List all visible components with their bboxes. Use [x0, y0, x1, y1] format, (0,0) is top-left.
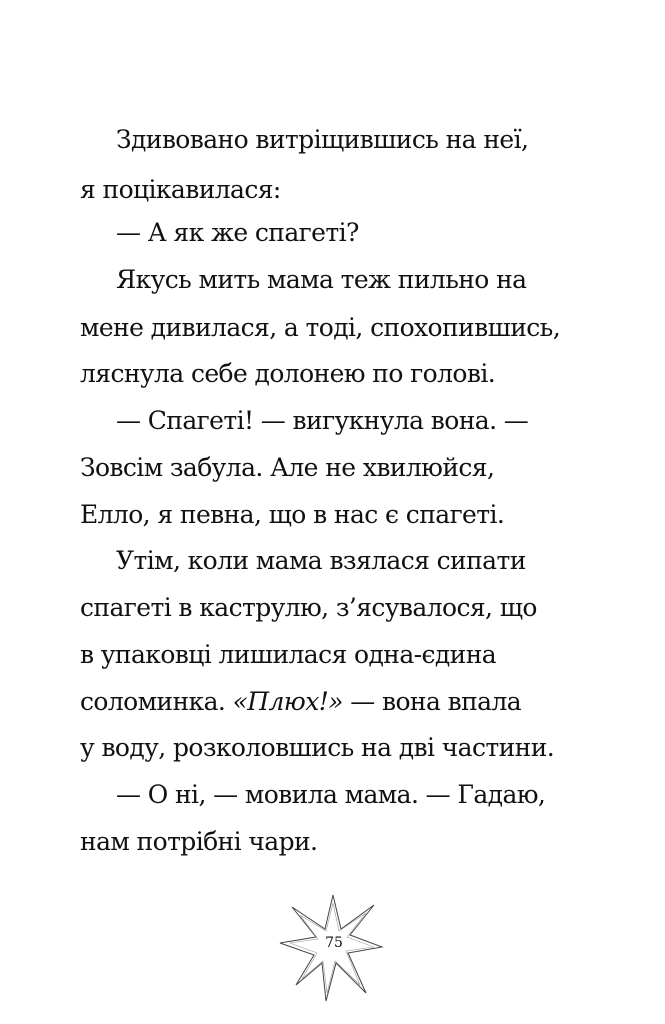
text-line — [80, 687, 521, 717]
text-line: Здивовано витріщившись на неї, — [116, 125, 529, 154]
text-line: Утім, коли мама взялася сипати — [116, 546, 526, 575]
text-line: спагеті в каструлю, з’ясувалося, що — [80, 593, 537, 622]
text-line: — О ні, — мовила мама. — Гадаю, — [116, 780, 546, 809]
text-line: я поцікавилася: — [80, 175, 281, 204]
text-line: Якусь мить мама теж пильно на — [116, 265, 527, 294]
text-line: в упаковці лишилася одна-єдина — [80, 640, 497, 669]
text-line: у воду, розколовшись на дві частини. — [80, 733, 555, 762]
text-line: — А як же спагеті? — [116, 218, 359, 247]
text-line: мене дивилася, а тоді, спохопившись, — [80, 313, 561, 342]
text-run: соломинка. — [80, 687, 226, 716]
text-line: Елло, я певна, що в нас є спагеті. — [80, 500, 505, 529]
text-line: Зовсім забула. Але не хвилюйся, — [80, 453, 495, 482]
text-line: нам потрібні чари. — [80, 827, 318, 856]
text-run: — вона впала — [350, 687, 522, 716]
emphasis-text: «Плюх!» — [232, 687, 343, 716]
page-number: 75 — [325, 935, 343, 951]
text-line: ляснула себе долонею по голові. — [80, 359, 496, 388]
text-line: — Спагеті! — вигукнула вона. — — [116, 406, 529, 435]
